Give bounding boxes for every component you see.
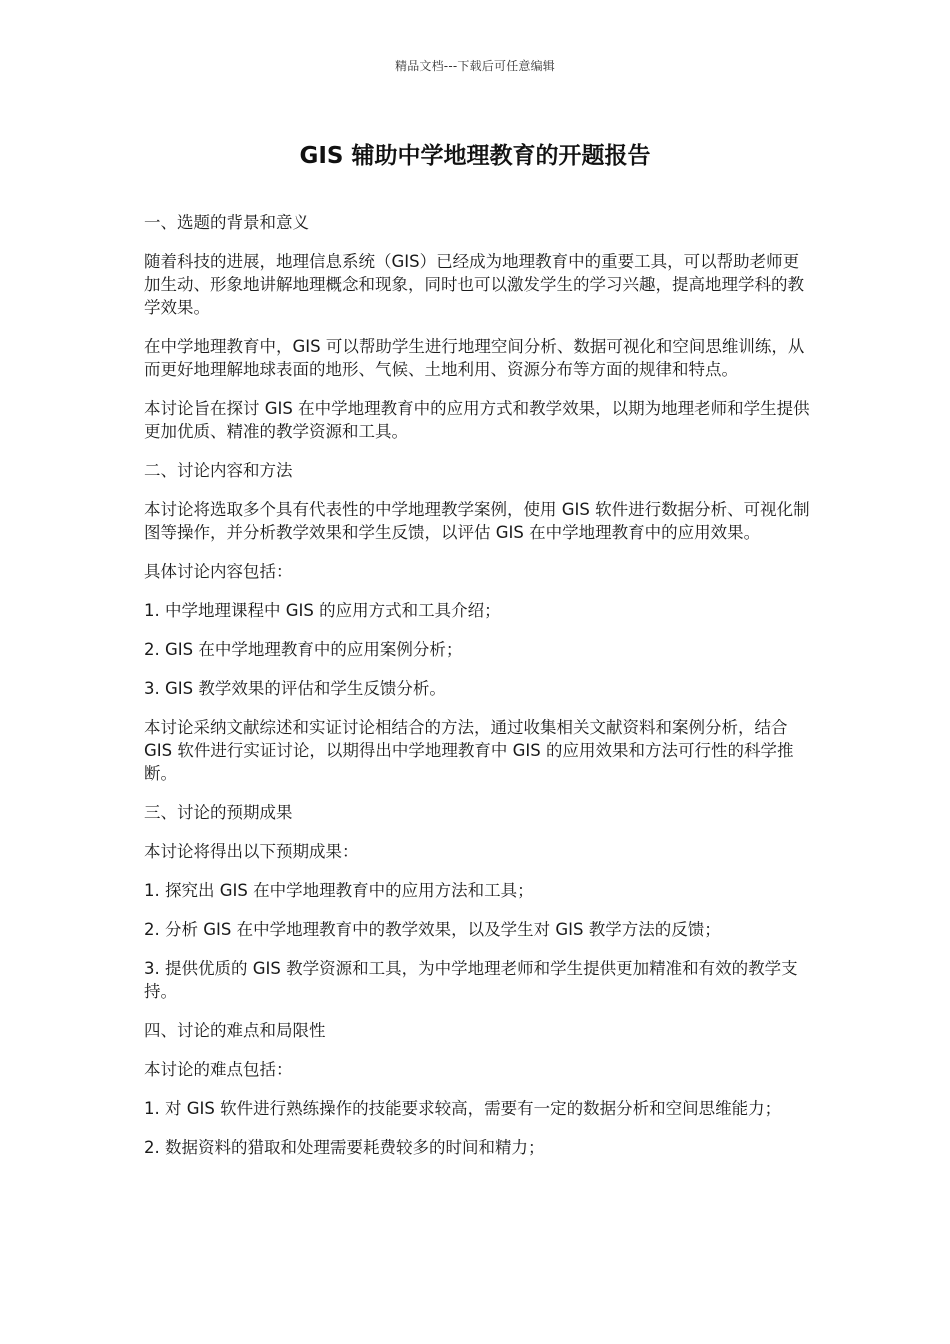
document-body — [144, 211, 812, 1175]
paragraph-results-intro: 本讨论将得出以下预期成果： — [144, 842, 359, 861]
section-heading-difficulties: 四、讨论的难点和局限性 — [144, 1021, 326, 1040]
paragraph-content-intro: 具体讨论内容包括： — [144, 562, 293, 581]
header-note: 精品文档---下载后可任意编辑 — [395, 59, 555, 73]
list-item-results-1: 1. 探究出 GIS 在中学地理教育中的应用方法和工具； — [144, 881, 534, 900]
document-title: GIS 辅助中学地理教育的开题报告 — [299, 143, 651, 169]
section-heading-expected-results: 三、讨论的预期成果 — [144, 803, 293, 822]
list-item-results-3: 3. 提供优质的 GIS 教学资源和工具，为中学地理老师和学生提供更加精准和有效的教学支持。 — [144, 959, 798, 1001]
paragraph-difficulties-intro: 本讨论的难点包括： — [144, 1060, 293, 1079]
section-heading-content-method: 二、讨论内容和方法 — [144, 461, 293, 480]
paragraph-method: 本讨论采纳文献综述和实证讨论相结合的方法，通过收集相关文献资料和案例分析，结合 GIS 软件进行实证讨论，以期得出中学地理教育中 GIS 的应用效果和方法可行性的科学推断。 — [144, 718, 794, 783]
list-item-difficulties-1: 1. 对 GIS 软件进行熟练操作的技能要求较高，需要有一定的数据分析和空间思维能力； — [144, 1099, 782, 1118]
paragraph-background-1: 随着科技的进展，地理信息系统（GIS）已经成为地理教育中的重要工具，可以帮助老师更加生动、形象地讲解地理概念和现象，同时也可以激发学生的学习兴趣，提高地理学科的教学效果。 — [144, 252, 804, 317]
list-item-content-1: 1. 中学地理课程中 GIS 的应用方式和工具介绍； — [144, 601, 501, 620]
paragraph-content-1: 本讨论将选取多个具有代表性的中学地理教学案例，使用 GIS 软件进行数据分析、可视化制图等操作，并分析教学效果和学生反馈，以评估 GIS 在中学地理教育中的应用效果。 — [144, 500, 810, 542]
list-item-difficulties-2: 2. 数据资料的猎取和处理需要耗费较多的时间和精力； — [144, 1138, 545, 1157]
paragraph-background-2: 在中学地理教育中，GIS 可以帮助学生进行地理空间分析、数据可视化和空间思维训练，从而更好地理解地球表面的地形、气候、土地利用、资源分布等方面的规律和特点。 — [144, 337, 805, 379]
list-item-results-2: 2. 分析 GIS 在中学地理教育中的教学效果，以及学生对 GIS 教学方法的反馈； — [144, 920, 721, 939]
section-heading-background: 一、选题的背景和意义 — [144, 213, 309, 232]
list-item-content-3: 3. GIS 教学效果的评估和学生反馈分析。 — [144, 679, 446, 698]
paragraph-background-3: 本讨论旨在探讨 GIS 在中学地理教育中的应用方式和教学效果，以期为地理老师和学生提供更加优质、精准的教学资源和工具。 — [144, 399, 810, 441]
list-item-content-2: 2. GIS 在中学地理教育中的应用案例分析； — [144, 640, 463, 659]
